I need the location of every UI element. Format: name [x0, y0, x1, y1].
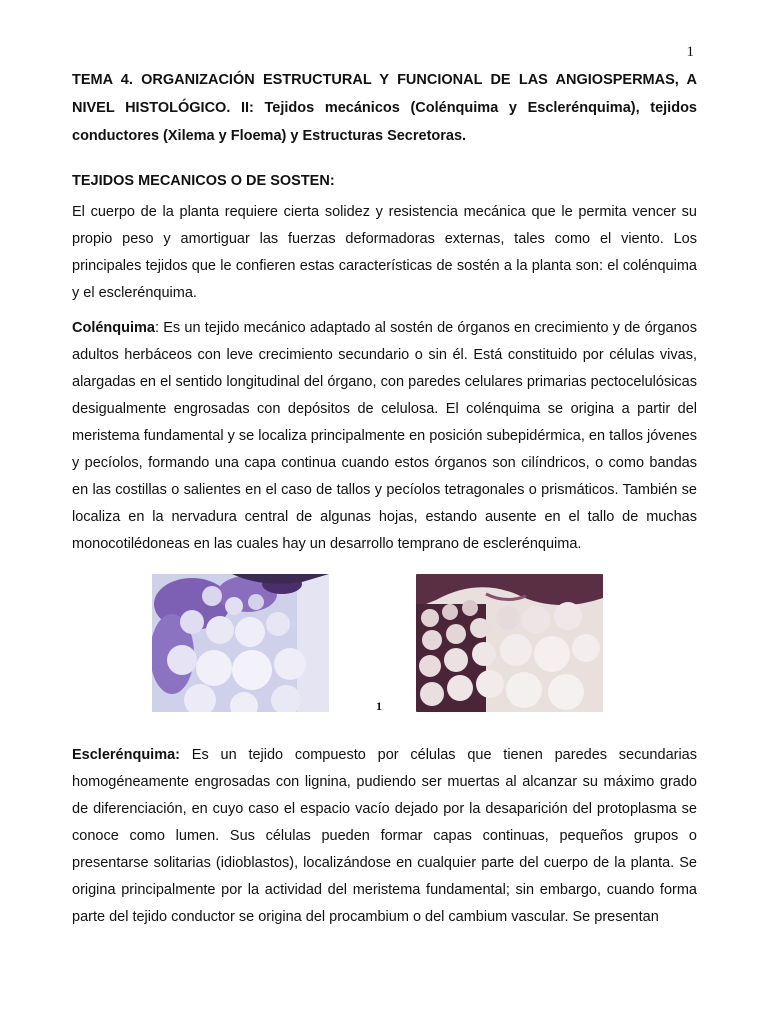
collenchyma-micrograph-left — [152, 574, 329, 712]
document-body — [72, 66, 697, 931]
esclerenquima-term: Esclerénquima: — [72, 747, 180, 763]
figure-row — [72, 574, 697, 734]
figure-number: 1 — [376, 699, 382, 713]
intro-paragraph: El cuerpo de la planta requiere cierta solidez y resistencia mecánica que le permita vencer su propio peso y amortiguar las fuerzas deformadoras externas, tales como el viento. Los principales tejidos que le confieren estas características de sostén a la planta son: el colénquima y el esclerénquima. — [72, 204, 697, 301]
colenquima-term: Colénquima — [72, 320, 155, 336]
section-heading: TEJIDOS MECANICOS O DE SOSTEN: — [72, 173, 335, 189]
document-title: TEMA 4. ORGANIZACIÓN ESTRUCTURAL Y FUNCIONAL DE LAS ANGIOSPERMAS, A NIVEL HISTOLÓGICO. II: Tejidos mecánicos (Colénquima y Esclerénquima), tejidos conductores (Xilema y Floema) y Estructuras Secretoras. — [72, 72, 697, 144]
colenquima-paragraph — [72, 315, 697, 558]
sclerenchyma-micrograph-right — [416, 574, 603, 712]
esclerenquima-paragraph — [72, 742, 697, 931]
colenquima-text: : Es un tejido mecánico adaptado al sostén de órganos en crecimiento y de órganos adultos herbáceos con leve crecimiento secundario o sin él. Está constituido por células vivas, alargadas en el sentido longitudinal del órgano, con paredes celulares primarias pectocelulósicas desigualmente engrosadas con depósitos de celulosa. El colénquima se origina a partir del meristema fundamental y se localiza principalmente en posición subepidérmica, en tallos jóvenes y pecíolos, formando una capa continua cuando estos órganos son cilíndricos, o como bandas en las costillas o salientes en el caso de tallos y pecíolos tetragonales o prismáticos. También se localiza en la nervadura central de algunas hojas, estando ausente en el tallo de muchas monocotilédoneas en las cuales hay un desarrollo temprano de esclerénquima. — [72, 320, 697, 552]
page-number: 1 — [686, 44, 694, 60]
esclerenquima-text: Es un tejido compuesto por células que tienen paredes secundarias homogéneamente engrosadas con lignina, pudiendo ser muertas al alcanzar su máximo grado de diferenciación, en cuyo caso el espacio vacío dejado por la desaparición del protoplasma se conoce como lumen. Sus células pueden formar capas continuas, pequeños grupos o presentarse solitarias (idioblastos), localizándose en cualquier parte del cuerpo de la planta. Se origina principalmente por la actividad del meristema fundamental; sin embargo, cuando forma parte del tejido conductor se origina del procambium o del cambium vascular. Se presentan — [72, 747, 697, 925]
